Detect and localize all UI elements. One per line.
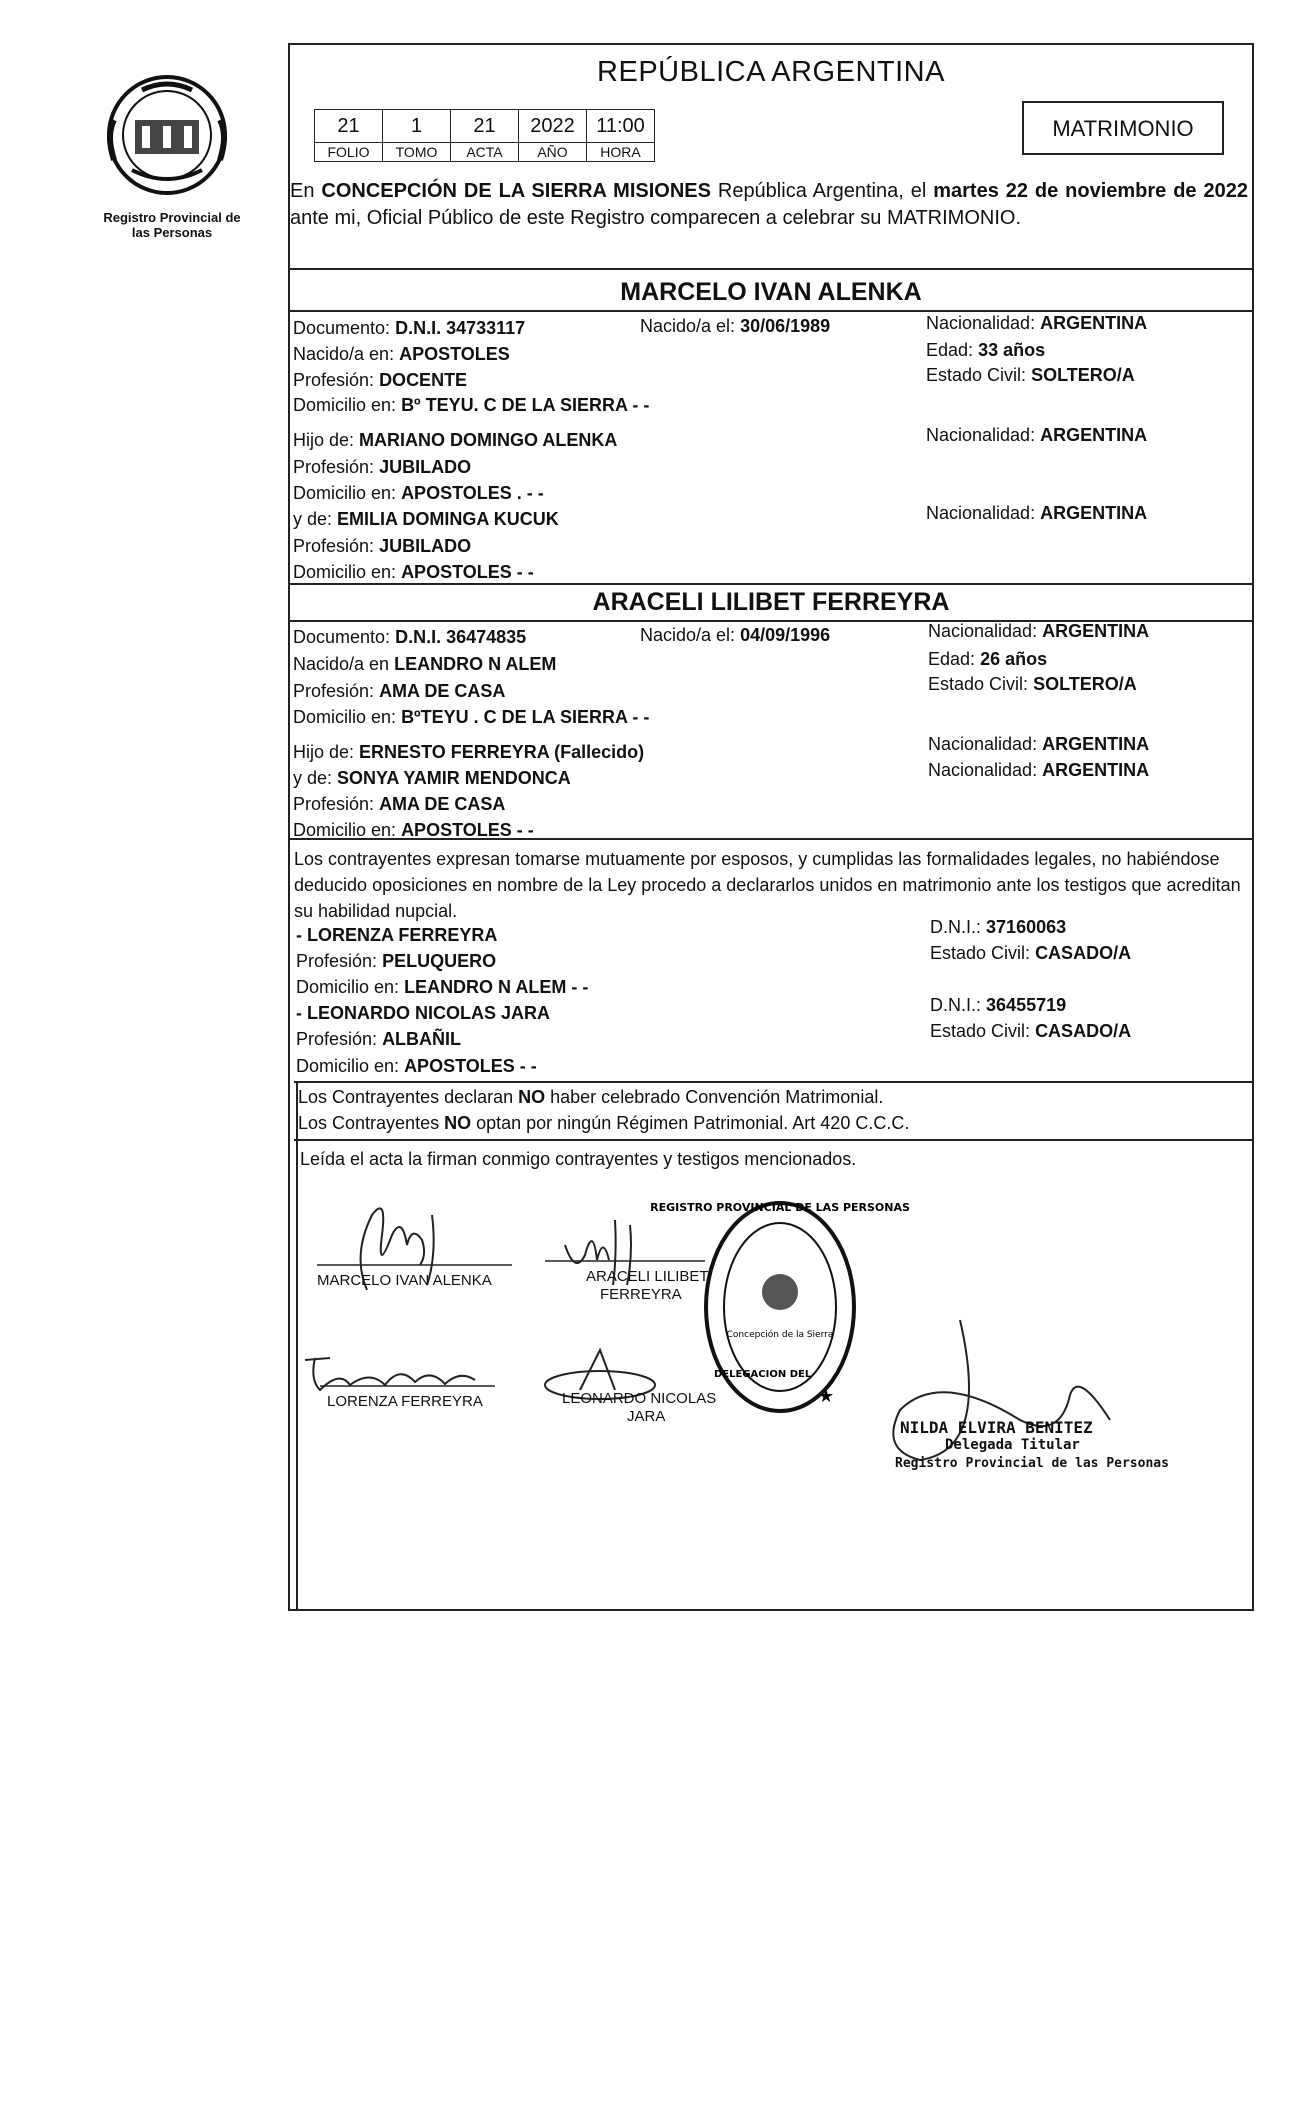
bride-age: Edad: 26 años — [928, 649, 1048, 669]
witness1-address: Domicilio en: LEANDRO N ALEM - - — [296, 977, 589, 997]
groom-father-nationality: Nacionalidad: ARGENTINA — [926, 425, 1148, 445]
declaration-text: Los contrayentes expresan tomarse mutuamente por esposos, y cumplidas las formalidades legales, no habiéndose deducido oposiciones en nombre de la Ley procedo a declararlos unidos en matrimonio ante los testigos que acreditan su habilidad nupcial. — [294, 849, 1241, 921]
groom-father-address: Domicilio en: APOSTOLES . - - — [293, 483, 544, 503]
witness2-civil-status: Estado Civil: CASADO/A — [930, 1021, 1132, 1041]
document-type-box: MATRIMONIO — [1022, 101, 1224, 155]
official-signature — [860, 1300, 1140, 1480]
hora-label: HORA — [587, 143, 655, 162]
witness2-name: - LEONARDO NICOLAS JARA — [296, 1003, 551, 1023]
official-name: NILDA ELVIRA BENITEZ — [900, 1418, 1093, 1437]
bride-signature-label-2: FERREYRA — [600, 1286, 682, 1303]
groom-mother-profession: Profesión: JUBILADO — [293, 536, 472, 556]
bride-father-nationality: Nacionalidad: ARGENTINA — [928, 734, 1150, 754]
bride-mother-nationality: Nacionalidad: ARGENTINA — [928, 760, 1150, 780]
witness2-address: Domicilio en: APOSTOLES - - — [296, 1056, 537, 1076]
divider — [288, 583, 1254, 585]
groom-mother-nationality: Nacionalidad: ARGENTINA — [926, 503, 1148, 523]
divider — [294, 1139, 1254, 1141]
bride-mother-profession: Profesión: AMA DE CASA — [293, 794, 506, 814]
agency-caption: Registro Provincial de las Personas — [103, 210, 241, 240]
province-emblem — [102, 70, 232, 200]
witness1-civil-status: Estado Civil: CASADO/A — [930, 943, 1132, 963]
witness2-profession: Profesión: ALBAÑIL — [296, 1029, 462, 1049]
acta-label: ACTA — [451, 143, 519, 162]
groom-father-profession: Profesión: JUBILADO — [293, 457, 472, 477]
hora-value: 11:00 — [587, 110, 655, 143]
groom-nationality: Nacionalidad: ARGENTINA — [926, 313, 1148, 333]
witness1-dni: D.N.I.: 37160063 — [930, 917, 1067, 937]
witness2-dni: D.N.I.: 36455719 — [930, 995, 1067, 1015]
official-organization: Registro Provincial de las Personas — [895, 1456, 1169, 1471]
convention-statement: Los Contrayentes declaran NO haber celebrado Convención Matrimonial. — [298, 1087, 884, 1107]
witness1-signature-label: LORENZA FERREYRA — [327, 1393, 483, 1410]
seal-ring-text: REGISTRO PROVINCIAL DE LAS PERSONAS — [650, 1201, 910, 1214]
divider — [288, 310, 1254, 312]
bride-father: Hijo de: ERNESTO FERREYRA (Fallecido) — [293, 742, 645, 762]
seal-center-text: Concepción de la Sierra — [726, 1330, 834, 1340]
divider — [288, 268, 1254, 270]
groom-document: Documento: D.N.I. 34733117 — [293, 318, 526, 338]
registry-seal — [650, 1197, 910, 1417]
divider — [296, 1081, 298, 1611]
groom-age: Edad: 33 años — [926, 340, 1046, 360]
bride-document: Documento: D.N.I. 36474835 — [293, 627, 527, 647]
witness2-signature-label-2: JARA — [627, 1408, 666, 1425]
folio-label: FOLIO — [315, 143, 383, 162]
bride-address: Domicilio en: BºTEYU . C DE LA SIERRA - - — [293, 707, 650, 727]
witness1-name: - LORENZA FERREYRA — [296, 925, 498, 945]
groom-name: MARCELO IVAN ALENKA — [620, 278, 922, 306]
groom-father: Hijo de: MARIANO DOMINGO ALENKA — [293, 430, 618, 450]
bride-profession: Profesión: AMA DE CASA — [293, 681, 506, 701]
anio-value: 2022 — [519, 110, 587, 143]
reading-statement: Leída el acta la firman conmigo contrayentes y testigos mencionados. — [300, 1149, 857, 1169]
groom-mother: y de: EMILIA DOMINGA KUCUK — [293, 509, 559, 529]
anio-label: AÑO — [519, 143, 587, 162]
groom-civil-status: Estado Civil: SOLTERO/A — [926, 365, 1135, 385]
acta-value: 21 — [451, 110, 519, 143]
groom-signature-label: MARCELO IVAN ALENKA — [317, 1272, 492, 1289]
bride-civil-status: Estado Civil: SOLTERO/A — [928, 674, 1137, 694]
bride-name: ARACELI LILIBET FERREYRA — [592, 588, 950, 616]
groom-profession: Profesión: DOCENTE — [293, 370, 468, 390]
registry-table — [314, 109, 655, 162]
seal-ring2-text: DELEGACION DEL — [714, 1369, 812, 1380]
groom-address: Domicilio en: Bº TEYU. C DE LA SIERRA - - — [293, 395, 650, 415]
tomo-value: 1 — [383, 110, 451, 143]
bride-mother: y de: SONYA YAMIR MENDONCA — [293, 768, 571, 788]
groom-birthplace: Nacido/a en: APOSTOLES — [293, 344, 510, 364]
witness1-profession: Profesión: PELUQUERO — [296, 951, 497, 971]
groom-mother-address: Domicilio en: APOSTOLES - - — [293, 562, 534, 582]
bride-mother-address: Domicilio en: APOSTOLES - - — [293, 820, 534, 840]
witness2-signature-label-1: LEONARDO NICOLAS — [562, 1390, 717, 1407]
folio-value: 21 — [315, 110, 383, 143]
tomo-label: TOMO — [383, 143, 451, 162]
groom-birthdate: Nacido/a el: 30/06/1989 — [640, 316, 831, 336]
divider — [294, 1081, 1254, 1083]
patrimonial-regime-statement: Los Contrayentes NO optan por ningún Régimen Patrimonial. Art 420 C.C.C. — [298, 1113, 910, 1133]
bride-nationality: Nacionalidad: ARGENTINA — [928, 621, 1150, 641]
country-title: REPÚBLICA ARGENTINA — [597, 56, 945, 88]
bride-birthdate: Nacido/a el: 04/09/1996 — [640, 625, 831, 645]
bride-birthplace: Nacido/a en LEANDRO N ALEM — [293, 654, 557, 674]
bride-signature-label-1: ARACELI LILIBET — [586, 1268, 709, 1285]
intro-paragraph: En CONCEPCIÓN DE LA SIERRA MISIONES República Argentina, el martes 22 de noviembre de 2022 ante mi, Oficial Público de este Registro comparecen a celebrar su MATRIMONIO. — [290, 180, 1248, 229]
official-role: Delegada Titular — [945, 1437, 1080, 1453]
seal-star-icon: ★ — [818, 1386, 835, 1406]
